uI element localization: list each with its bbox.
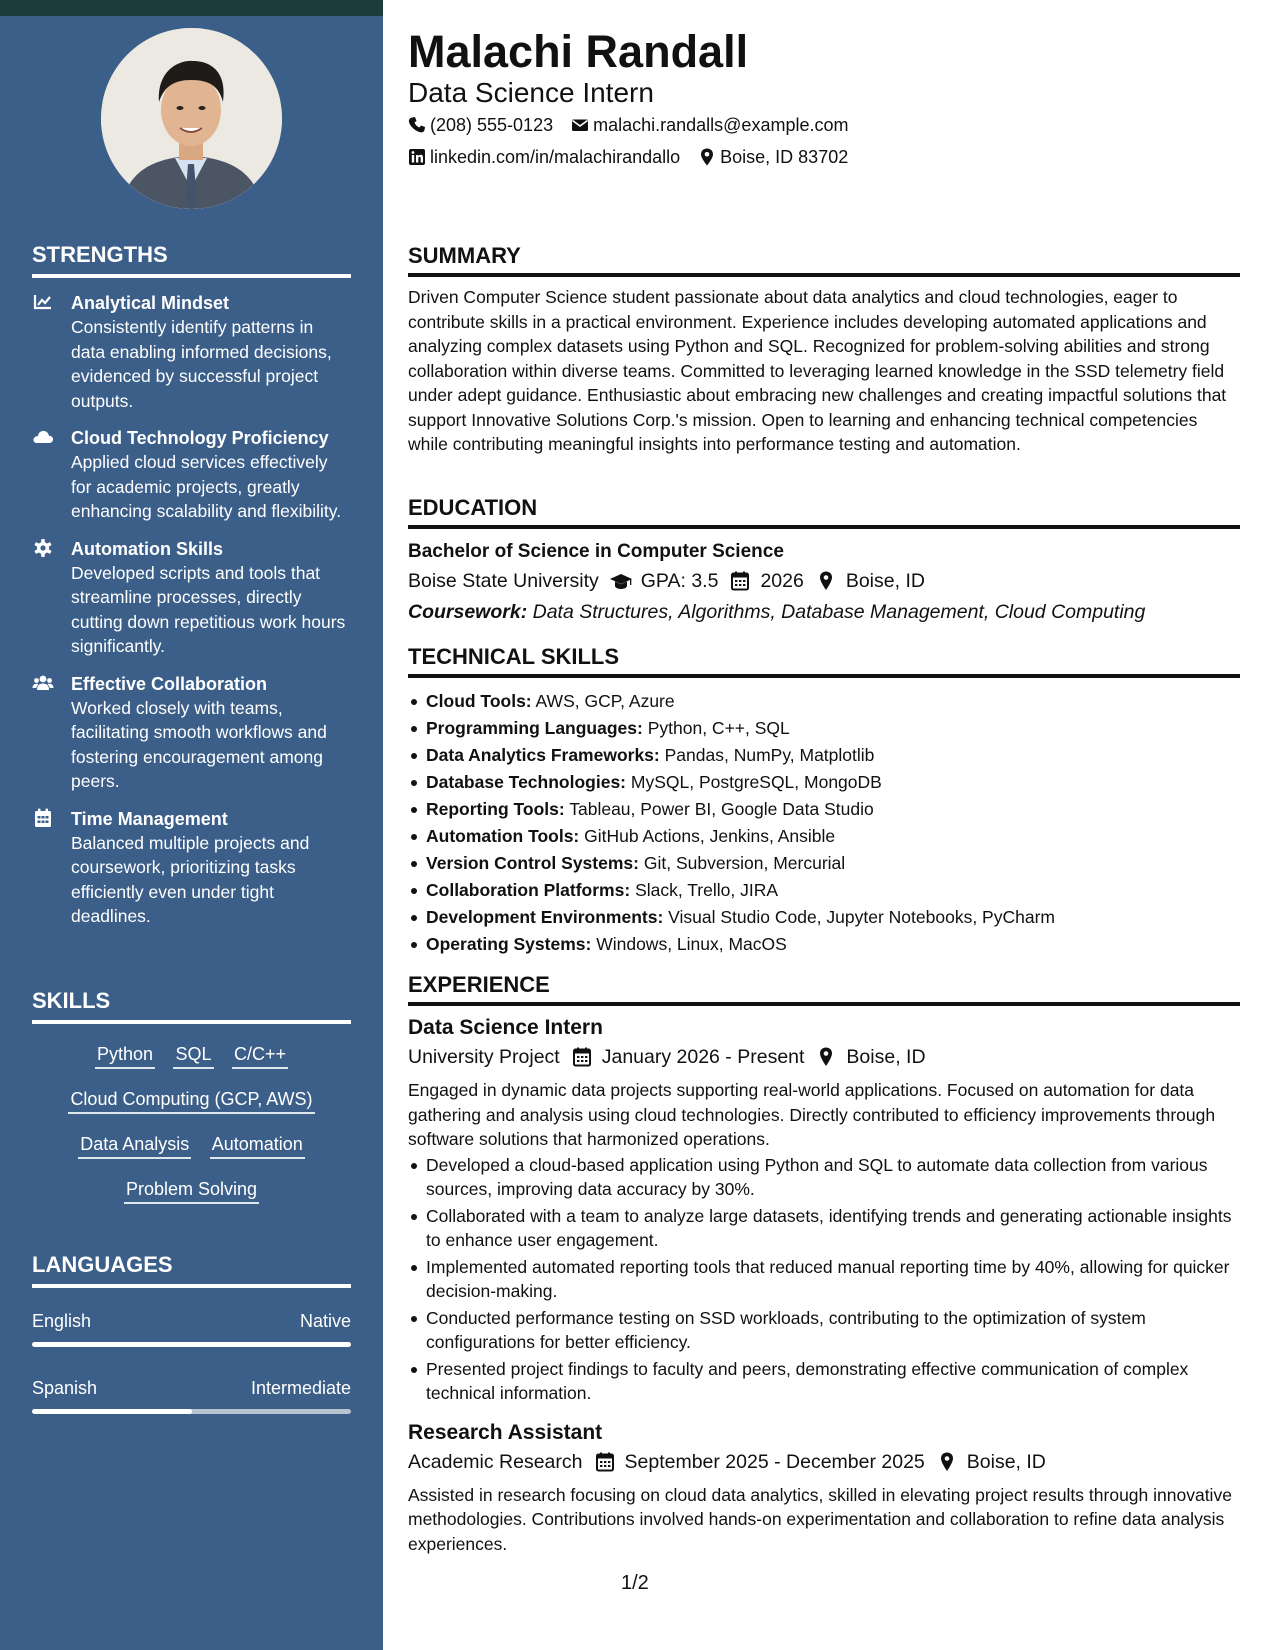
users-icon: [32, 673, 54, 693]
job-title: Data Science Intern: [408, 1016, 603, 1039]
contact-phone: [408, 114, 553, 136]
coursework-label: Coursework:: [408, 601, 528, 623]
chart-line-icon: [32, 292, 54, 312]
list-item: [408, 877, 1240, 904]
graduation-year: 2026: [760, 570, 804, 592]
technical-skills-heading: TECHNICAL SKILLS: [408, 644, 1240, 678]
job-meta: [408, 1449, 1240, 1475]
job-location: Boise, ID: [966, 1450, 1046, 1473]
job-title: Research Assistant: [408, 1420, 603, 1444]
calendar-icon: [570, 1047, 594, 1067]
skill-category: Data Analytics Frameworks:: [426, 745, 660, 765]
contact-linkedin[interactable]: [408, 146, 680, 168]
education-heading: EDUCATION: [408, 495, 1240, 529]
list-item: [408, 742, 1240, 769]
list-item: Presented project findings to faculty and peers, demonstrating effective communication of complex technical information.: [408, 1357, 1240, 1406]
calendar-icon: [593, 1452, 617, 1472]
email-text[interactable]: malachi.randalls@example.com: [593, 115, 849, 135]
calendar-icon: [32, 808, 54, 828]
list-item: [408, 850, 1240, 877]
skill-category: Reporting Tools:: [426, 799, 565, 819]
language-level: Intermediate: [250, 1378, 351, 1398]
strength-desc: Consistently identify patterns in data enabling informed decisions, evidenced by successful project outputs.: [71, 317, 332, 411]
job-dates: January 2026 - Present: [601, 1046, 805, 1068]
map-pin-icon: [698, 148, 716, 166]
skill-tag: SQL: [173, 1043, 213, 1069]
job-description: Engaged in dynamic data projects supporting real-world applications. Focused on automation for data gathering and analysis using cloud technologies. Directly contributed to efficiency improvements through software solutions that harmonized operations.: [408, 1080, 1216, 1149]
map-pin-icon: [935, 1452, 959, 1472]
gear-icon: [32, 538, 54, 558]
strengths-heading: STRENGTHS: [32, 242, 351, 278]
summary-section: [408, 243, 1240, 457]
languages-section: [32, 1252, 351, 1414]
list-item: [408, 931, 1240, 958]
list-item: [408, 769, 1240, 796]
list-item: [408, 796, 1240, 823]
list-item: Implemented automated reporting tools that reduced manual reporting time by 40%, allowing for quicker decision-making.: [408, 1255, 1240, 1304]
experience-section: [408, 972, 1240, 1556]
strength-desc: Worked closely with teams, facilitating smooth workflows and fostering encouragement among peers.: [71, 697, 327, 791]
skill-category: Cloud Tools:: [426, 691, 532, 711]
linkedin-text[interactable]: linkedin.com/in/malachirandallo: [430, 147, 681, 167]
job-dates: September 2025 - December 2025: [624, 1450, 925, 1473]
linkedin-icon: [408, 148, 426, 166]
skill-category: Operating Systems:: [426, 934, 592, 954]
strength-desc: Applied cloud services effectively for academic projects, greatly enhancing scalability and flexibility.: [71, 452, 342, 521]
skill-values: Git, Subversion, Mercurial: [643, 853, 846, 873]
skill-values: GitHub Actions, Jenkins, Ansible: [584, 826, 836, 846]
envelope-icon: [571, 116, 589, 134]
school: Boise State University: [408, 570, 599, 592]
map-pin-icon: [814, 571, 838, 591]
language-name: English: [32, 1311, 92, 1331]
job-org: Academic Research: [408, 1450, 583, 1473]
skill-values: Visual Studio Code, Jupyter Notebooks, PyCharm: [668, 907, 1055, 927]
skill-values: Tableau, Power BI, Google Data Studio: [569, 799, 874, 819]
job-entry: [408, 1419, 1240, 1557]
skill-tag: Automation: [210, 1133, 305, 1159]
skill-category: Development Environments:: [426, 907, 664, 927]
strength-title: Analytical Mindset: [71, 293, 230, 313]
skill-category: Version Control Systems:: [426, 853, 639, 873]
skill-tag: C/C++: [232, 1043, 288, 1069]
coursework: [408, 599, 1240, 625]
strength-title: Automation Skills: [71, 538, 224, 559]
education-meta: [408, 568, 1240, 594]
strength-item: [32, 537, 351, 659]
experience-heading: EXPERIENCE: [408, 972, 1240, 1006]
sidebar: [0, 0, 383, 1650]
degree: Bachelor of Science in Computer Science: [408, 541, 784, 562]
job-org: University Project: [408, 1046, 560, 1068]
skill-tag: Data Analysis: [78, 1133, 191, 1159]
job-description: Assisted in research focusing on cloud data analytics, skilled in elevating project results through innovative methodologies. Contributions involved hands-on experimentation and collaboration to refine data analysis experiences.: [408, 1484, 1232, 1554]
strength-desc: Developed scripts and tools that streamline processes, directly cutting down repetitious work hours significantly.: [71, 562, 346, 656]
coursework-list: Data Structures, Algorithms, Database Management, Cloud Computing: [532, 601, 1146, 623]
language-bar: [32, 1342, 351, 1347]
strength-item: [32, 807, 351, 929]
candidate-name: Malachi Randall: [408, 26, 749, 77]
education-section: [408, 495, 1240, 625]
language-bar-fill: [32, 1409, 192, 1414]
job-bullets: [408, 1153, 1240, 1406]
list-item: [408, 823, 1240, 850]
skill-category: Collaboration Platforms:: [426, 880, 631, 900]
list-item: [408, 904, 1240, 931]
language-level: Native: [299, 1311, 351, 1331]
contact-row: [408, 114, 866, 136]
skill-tag: Problem Solving: [124, 1178, 259, 1204]
job-location: Boise, ID: [846, 1046, 926, 1068]
skill-row: [32, 1133, 351, 1159]
language-item: [32, 1310, 351, 1347]
skill-values: MySQL, PostgreSQL, MongoDB: [630, 772, 882, 792]
page-number: 1/2: [621, 1572, 649, 1594]
job-meta: [408, 1044, 1240, 1070]
skills-section: [32, 988, 351, 1204]
skill-tag: Cloud Computing (GCP, AWS): [68, 1088, 314, 1114]
summary-text: Driven Computer Science student passionate about data analytics and cloud technologies, eager to contribute skills in a practical environment. Experience includes developing automated applications and analyzing complex datasets using Python and SQL. Recognized for problem-solving abilities and strong collaboration within diverse teams. Committed to leveraging learned knowledge in the SSD telemetry field under adept guidance. Enthusiastic about embracing new challenges and creating impactful solutions that support Innovative Solutions Corp.'s mission. Open to learning and enhancing technical competencies while contributing meaningful insights into performance testing and automation.: [408, 287, 1227, 454]
strengths-section: [32, 242, 351, 929]
strength-item: [32, 426, 351, 524]
language-bar: [32, 1409, 351, 1414]
job-entry: [408, 1014, 1240, 1406]
map-pin-icon: [814, 1047, 838, 1067]
summary-heading: SUMMARY: [408, 243, 1240, 277]
skill-category: Automation Tools:: [426, 826, 580, 846]
contact-email[interactable]: [571, 114, 848, 136]
list-item: Developed a cloud-based application using Python and SQL to automate data collection from various sources, improving data accuracy by 30%.: [408, 1153, 1240, 1202]
contact-location: [698, 146, 848, 168]
phone-icon: [408, 116, 426, 134]
strength-desc: Balanced multiple projects and coursework, prioritizing tasks efficiently even under tight deadlines.: [71, 832, 310, 926]
avatar: [101, 28, 282, 209]
skill-category: Database Technologies:: [426, 772, 627, 792]
location-text: Boise, ID 83702: [720, 147, 849, 167]
education-location: Boise, ID: [845, 570, 925, 592]
cloud-icon: [32, 427, 54, 447]
list-item: Collaborated with a team to analyze large datasets, identifying trends and generating actionable insights to enhance user engagement.: [408, 1204, 1240, 1253]
skill-category: Programming Languages:: [426, 718, 643, 738]
graduation-cap-icon: [609, 571, 633, 591]
technical-skills-list: [408, 688, 1240, 958]
language-bar-fill: [32, 1342, 351, 1347]
skill-values: AWS, GCP, Azure: [535, 691, 675, 711]
skill-values: Pandas, NumPy, Matplotlib: [664, 745, 875, 765]
sidebar-top-bar: [0, 0, 383, 16]
skills-heading: SKILLS: [32, 988, 351, 1024]
technical-skills-section: [408, 644, 1240, 958]
skill-row: [32, 1088, 351, 1114]
language-name: Spanish: [32, 1378, 98, 1398]
list-item: Conducted performance testing on SSD workloads, contributing to the optimization of system configurations for better efficiency.: [408, 1306, 1240, 1355]
strength-title: Cloud Technology Proficiency: [71, 428, 329, 448]
phone-text: (208) 555-0123: [430, 115, 554, 135]
skill-row: [32, 1178, 351, 1204]
languages-heading: LANGUAGES: [32, 1252, 351, 1288]
skill-values: Python, C++, SQL: [647, 718, 790, 738]
list-item: [408, 688, 1240, 715]
skill-tag: Python: [95, 1043, 155, 1069]
list-item: [408, 715, 1240, 742]
strength-item: [32, 291, 351, 413]
calendar-icon: [728, 571, 752, 591]
skill-values: Windows, Linux, MacOS: [596, 934, 787, 954]
skill-row: [32, 1043, 351, 1069]
contact-row: [408, 146, 866, 168]
strength-title: Time Management: [71, 808, 228, 829]
profile-photo: [101, 28, 282, 209]
candidate-title: Data Science Intern: [408, 77, 654, 108]
strength-item: [32, 672, 351, 794]
gpa: GPA: 3.5: [640, 570, 719, 592]
strength-title: Effective Collaboration: [71, 673, 268, 694]
language-item: [32, 1377, 351, 1414]
skill-values: Slack, Trello, JIRA: [635, 880, 779, 900]
